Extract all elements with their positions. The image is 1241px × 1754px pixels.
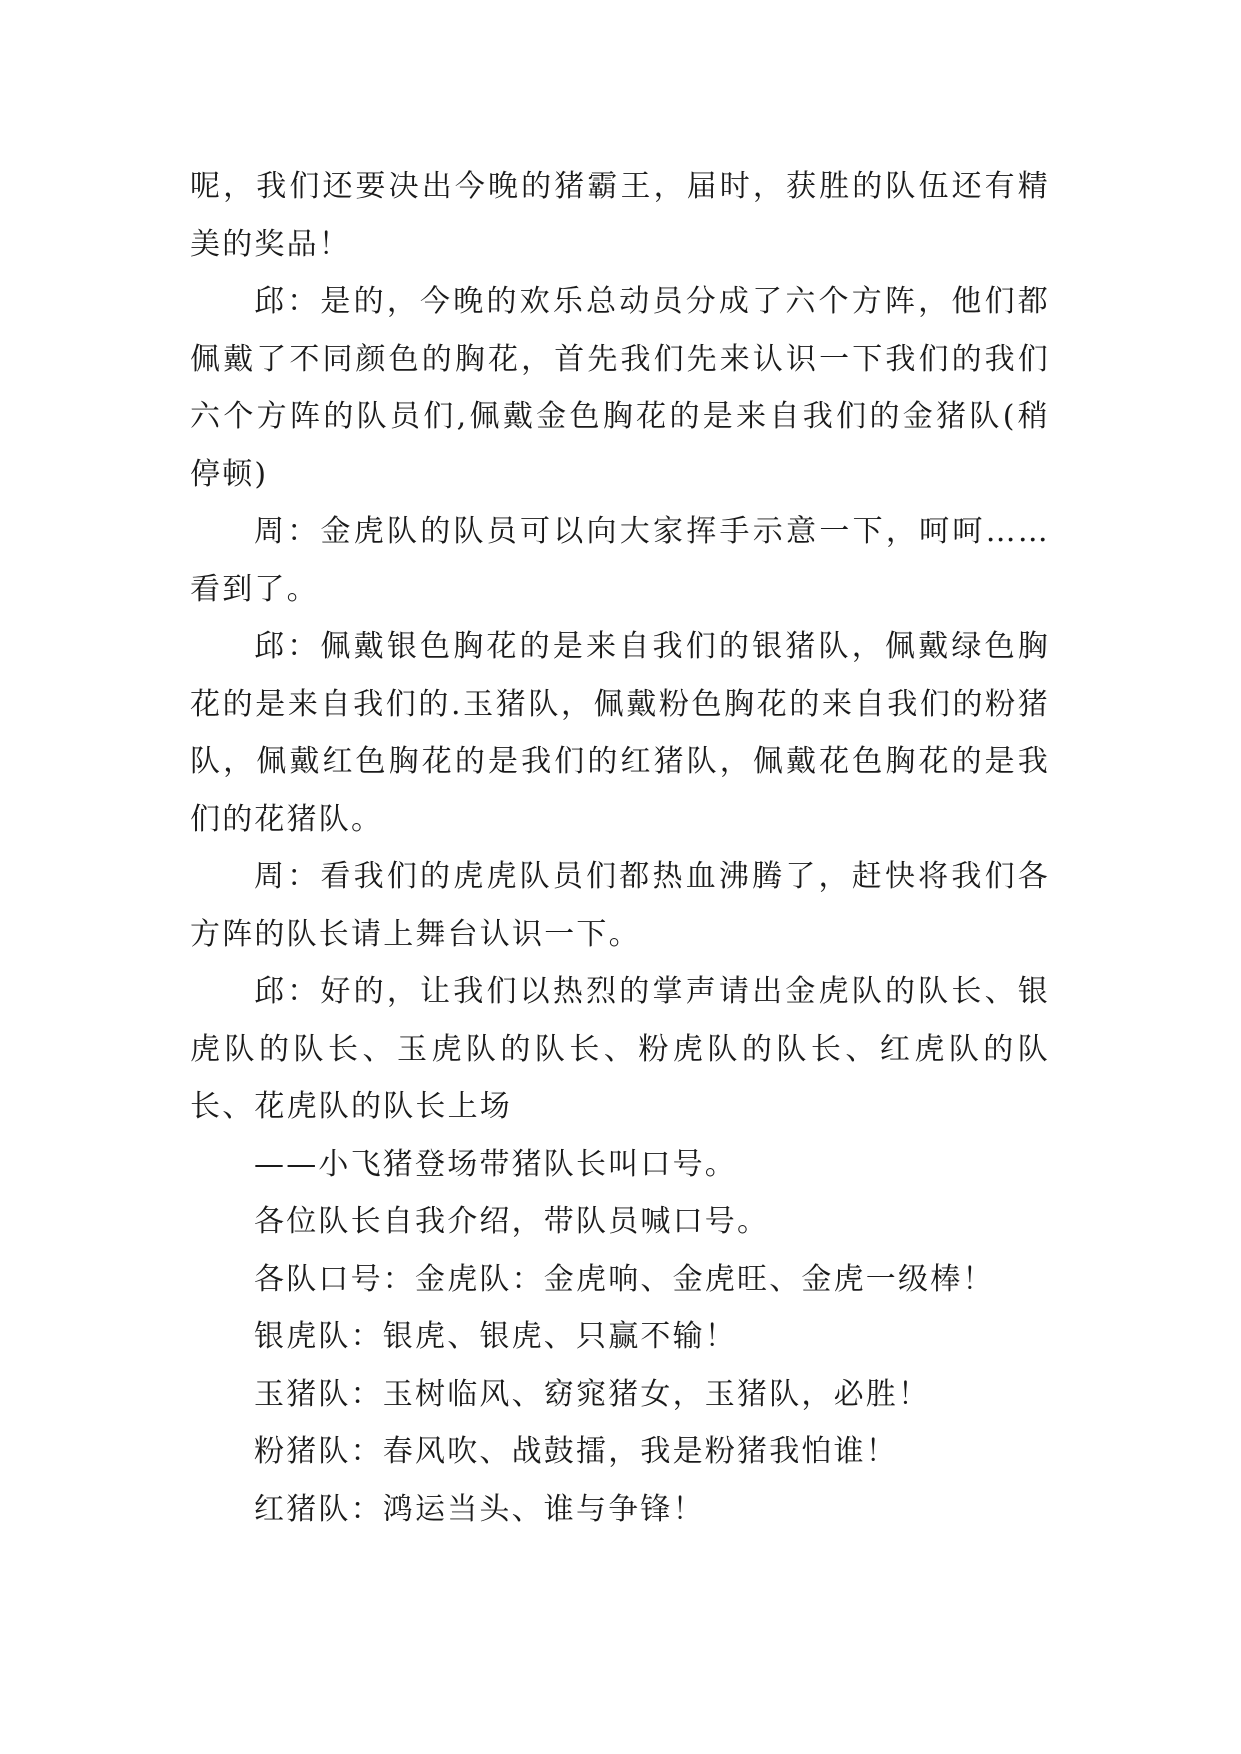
paragraph-6: 邱：好的，让我们以热烈的掌声请出金虎队的队长、银虎队的队长、玉虎队的队长、粉虎队的队长、红虎队的队长、花虎队的队长上场 [190,974,1050,1124]
paragraph-7: ——小飞猪登场带猪队长叫口号。 [254,1146,737,1182]
paragraph-9: 各队口号：金虎队：金虎响、金虎旺、金虎一级棒！ [254,1261,995,1297]
document-body [190,158,1050,1538]
paragraph-5: 周：看我们的虎虎队员们都热血沸腾了，赶快将我们各方阵的队长请上舞台认识一下。 [190,859,1050,952]
paragraph-3: 周：金虎队的队员可以向大家挥手示意一下，呵呵……看到了。 [190,514,1050,607]
paragraph-4: 邱：佩戴银色胸花的是来自我们的银猪队，佩戴绿色胸花的是来自我们的.玉猪队，佩戴粉色胸花的来自我们的粉猪队，佩戴红色胸花的是我们的红猪队，佩戴花色胸花的是我们的花猪队。 [190,629,1050,837]
paragraph-1: 呢，我们还要决出今晚的猪霸王，届时，获胜的队伍还有精美的奖品！ [190,169,1050,262]
paragraph-10: 银虎队：银虎、银虎、只赢不输！ [254,1319,737,1354]
paragraph-12: 粉猪队：春风吹、战鼓擂，我是粉猪我怕谁！ [254,1434,898,1469]
paragraph-2: 邱：是的，今晚的欢乐总动员分成了六个方阵，他们都佩戴了不同颜色的胸花，首先我们先来认识一下我们的我们六个方阵的队员们,佩戴金色胸花的是来自我们的金猪队(稍停顿) [190,284,1050,492]
paragraph-13: 红猪队：鸿运当头、谁与争锋！ [254,1491,705,1527]
paragraph-8: 各位队长自我介绍，带队员喊口号。 [254,1204,770,1239]
paragraph-11: 玉猪队：玉树临风、窈窕猪女，玉猪队，必胜！ [254,1376,931,1412]
